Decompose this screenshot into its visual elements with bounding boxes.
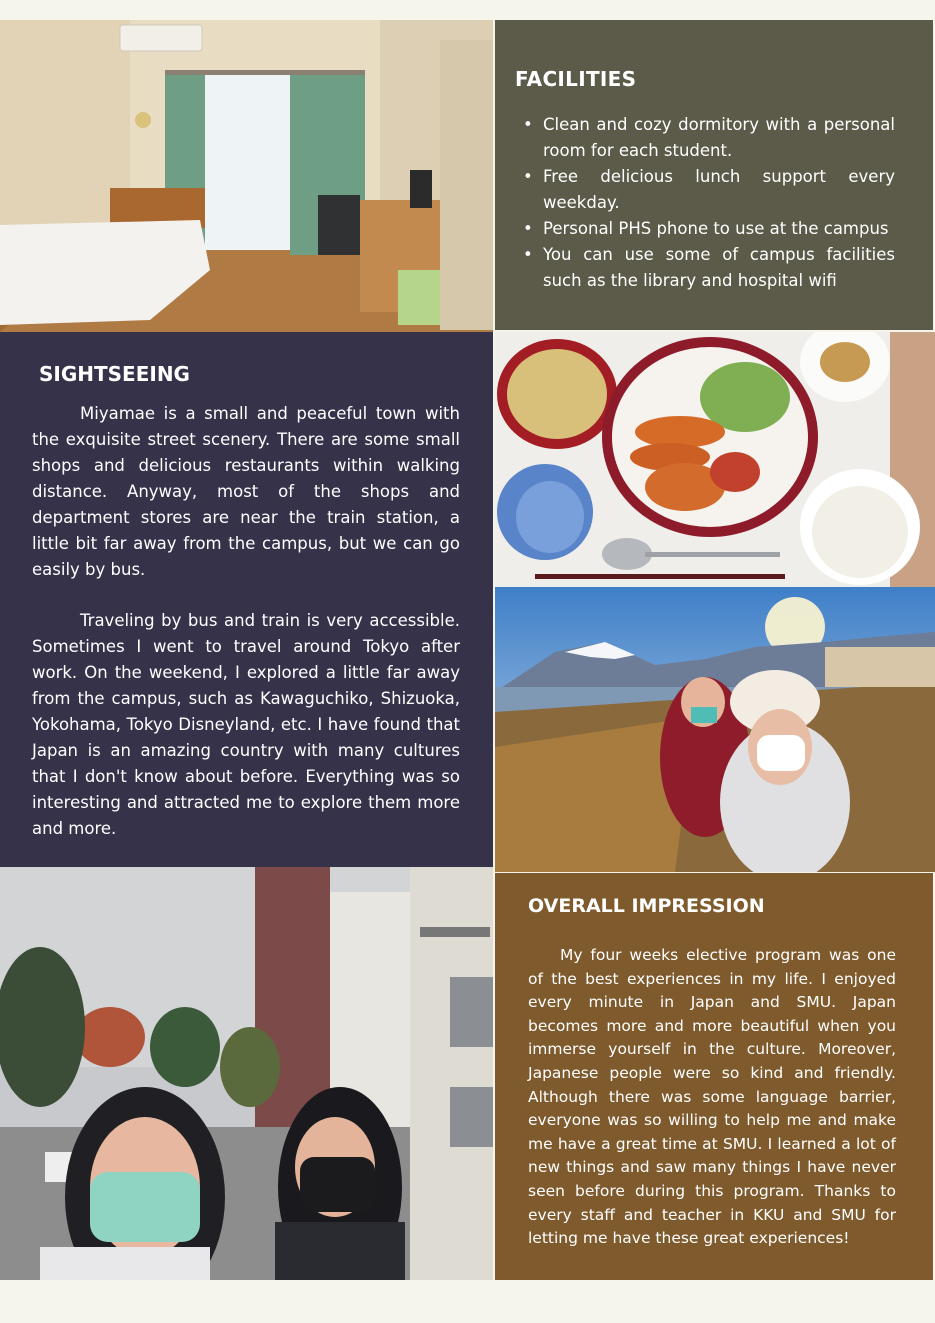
sightseeing-title: SIGHTSEEING xyxy=(39,362,190,386)
campus-selfie-photo xyxy=(0,867,493,1280)
overall-impression-title: OVERALL IMPRESSION xyxy=(528,895,765,917)
sightseeing-paragraph-2: Traveling by bus and train is very accessible. Sometimes I went to travel around Tokyo after work. On the weekend, I explored a little far away from the campus, such as Kawaguchiko, Shizuoka, Yokohama, Tokyo Disneyland, etc. I have found that Japan is an amazing country with many cultures that I don't know about before. Everything was so interesting and attracted me to explore them more and more. xyxy=(32,611,460,838)
sightseeing-paragraph-1: Miyamae is a small and peaceful town with the exquisite street scenery. There are some small shops and delicious restaurants within walking distance. Anyway, most of the shops and department stores are near the train station, a little bit far away from the campus, but we can go easily by bus. xyxy=(32,404,460,579)
overall-impression-panel xyxy=(495,873,933,1280)
facilities-list xyxy=(543,112,895,294)
facilities-panel xyxy=(495,20,933,330)
facilities-title: FACILITIES xyxy=(515,67,637,91)
mount-fuji-selfie-photo xyxy=(495,587,935,872)
dormitory-room-photo xyxy=(0,20,493,332)
facilities-item: • Free delicious lunch support every weekday. xyxy=(543,164,895,216)
overall-impression-paragraph: My four weeks elective program was one of the best experiences in my life. I enjoyed every minute in Japan and SMU. Japan becomes more and more beautiful when you immerse yourself in the culture. Moreover, Japanese people were so kind and friendly. Although there was some language barrier, everyone was so willing to help me and make me have a great time at SMU. I learned a lot of new things and saw many things I have never seen before during this program. Thanks to every staff and teacher in KKU and SMU for letting me have these great experiences! xyxy=(528,946,896,1248)
facilities-item: • Clean and cozy dormitory with a personal room for each student. xyxy=(543,112,895,164)
lunch-tray-photo xyxy=(495,332,935,587)
facilities-item: • You can use some of campus facilities such as the library and hospital wifi xyxy=(543,242,895,294)
sightseeing-panel xyxy=(0,332,493,867)
facilities-item: • Personal PHS phone to use at the campus xyxy=(543,216,895,242)
